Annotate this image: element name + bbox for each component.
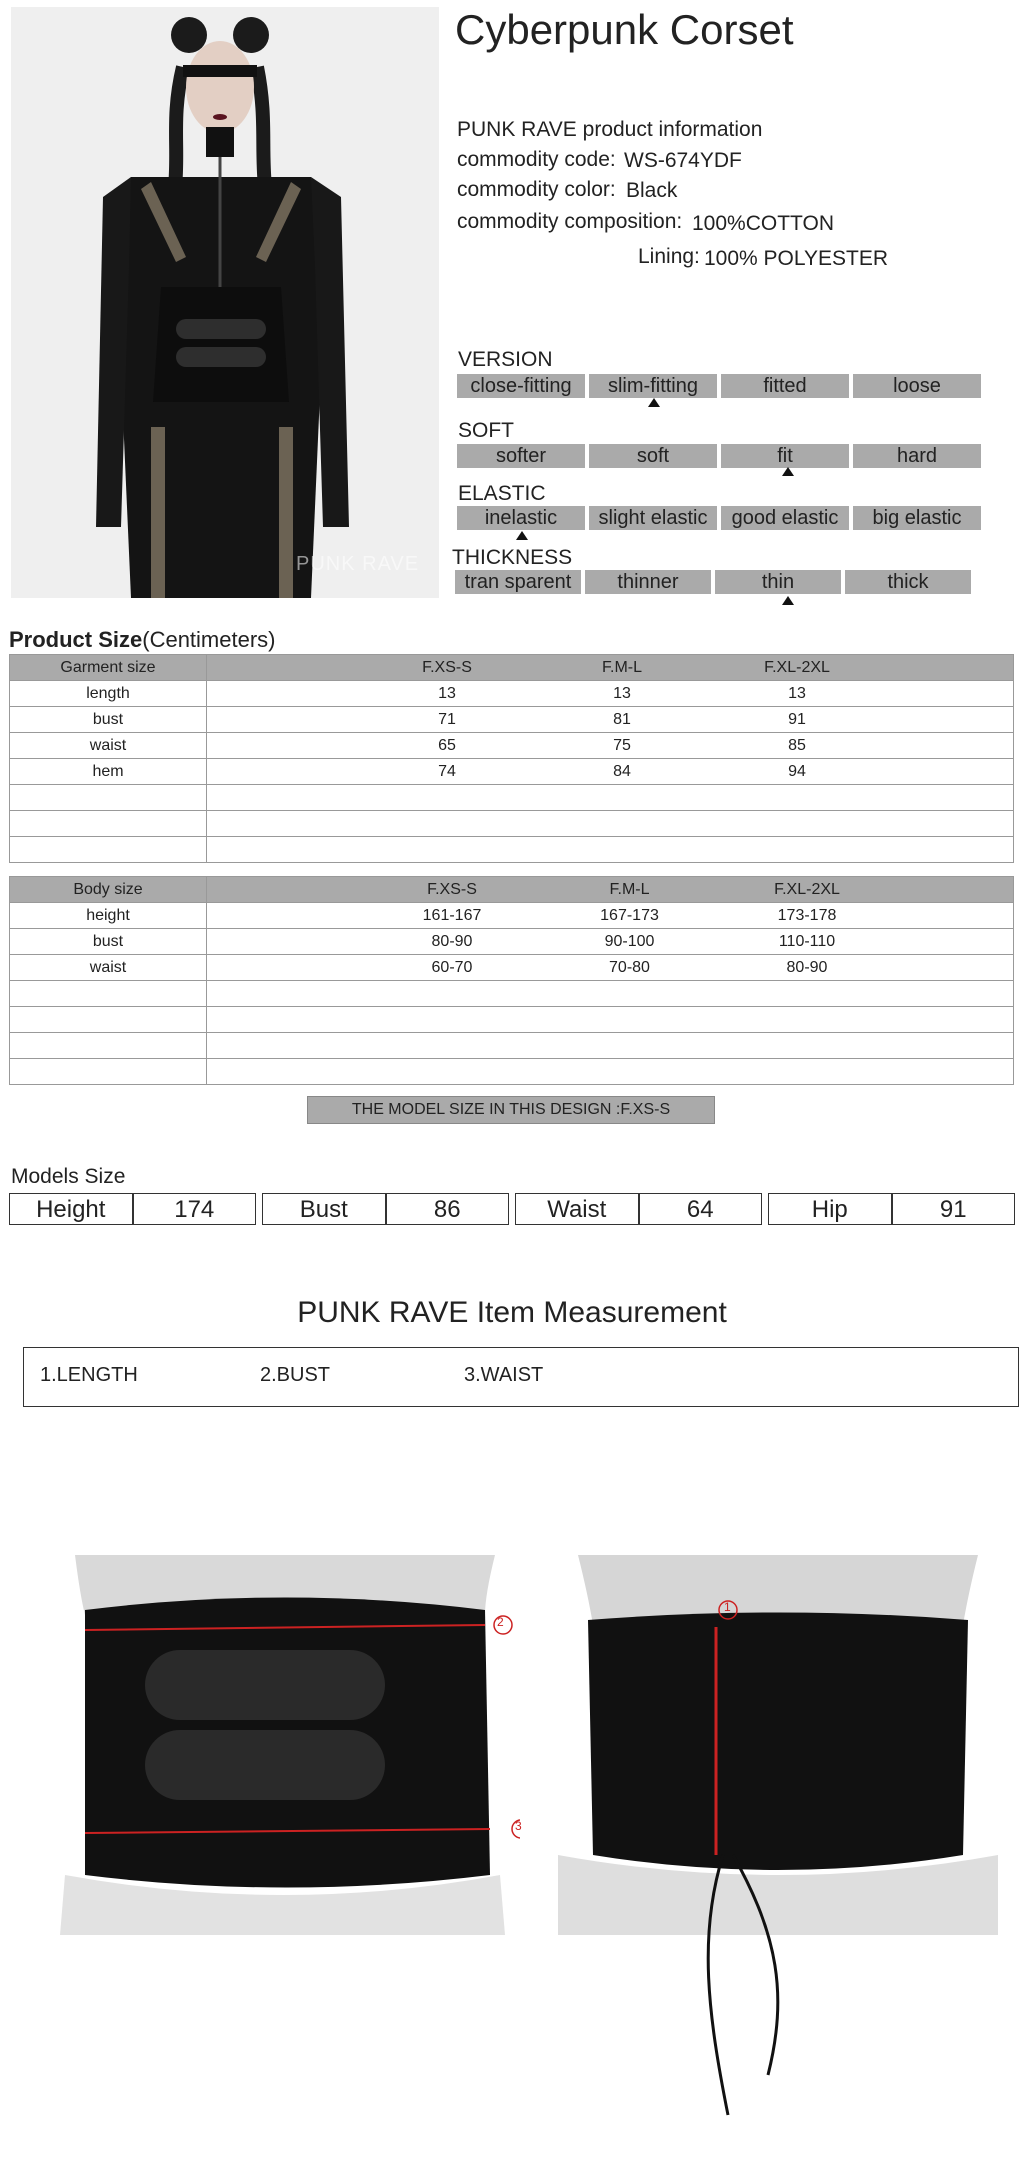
row-label: height (10, 903, 207, 929)
cell-value: 173-178 (777, 906, 837, 924)
row-values (207, 955, 1014, 981)
cell-value: 75 (613, 736, 631, 754)
height-label: Height (9, 1193, 133, 1225)
scale-thickness (455, 570, 975, 594)
corset-front-illustration (45, 1555, 520, 1935)
size-col: F.XL-2XL (764, 658, 830, 676)
row-values (207, 681, 1014, 707)
cell-value: 70-80 (609, 958, 650, 976)
table-row-empty (10, 811, 1014, 837)
size-col: F.XS-S (427, 880, 477, 898)
table-row (10, 707, 1014, 733)
model-size-note: THE MODEL SIZE IN THIS DESIGN :F.XS-S (307, 1096, 715, 1124)
models-size-title: Models Size (11, 1165, 126, 1188)
cell-value: 161-167 (422, 906, 482, 924)
callout-label: 3 (515, 1819, 522, 1833)
watermark: PUNK RAVE (296, 553, 420, 575)
cell-value: 167-173 (600, 906, 659, 924)
garment-size-table (9, 654, 1014, 863)
cell-value: 94 (788, 762, 806, 780)
cell-value: 13 (438, 684, 456, 702)
scale-option: slim-fitting (589, 374, 717, 398)
callout-label: 2 (497, 1615, 504, 1629)
cell-value: 74 (438, 762, 456, 780)
cell-value: 80-90 (431, 932, 473, 950)
scale-option: soft (589, 444, 717, 468)
scale-option: fitted (721, 374, 849, 398)
row-label: waist (10, 733, 207, 759)
product-photo-back (558, 1555, 998, 2135)
measurement-title: PUNK RAVE Item Measurement (297, 1296, 727, 1329)
table-header-sizes (207, 655, 1014, 681)
row-label: bust (10, 929, 207, 955)
cell-value: 91 (788, 710, 806, 728)
table-header-label: Garment size (10, 655, 207, 681)
row-values (207, 733, 1014, 759)
table-row (10, 955, 1014, 981)
waist-value: 64 (639, 1193, 763, 1225)
table-row (10, 929, 1014, 955)
cell-value: 110-110 (778, 932, 836, 950)
row-values (207, 759, 1014, 785)
product-photo-front (45, 1555, 520, 1935)
measurement-item: 3.WAIST (464, 1364, 544, 1386)
size-col: F.M-L (602, 658, 642, 676)
composition-value: 100%COTTON (692, 212, 834, 235)
scale-soft-label: SOFT (458, 419, 514, 442)
hip-label: Hip (768, 1193, 892, 1225)
scale-option: close-fitting (457, 374, 585, 398)
size-col: F.XL-2XL (774, 880, 840, 898)
waist-label: Waist (515, 1193, 639, 1225)
scale-option: hard (853, 444, 981, 468)
cell-value: 81 (613, 710, 631, 728)
selected-marker-icon (516, 531, 528, 540)
color-label: commodity color: (457, 178, 616, 201)
scale-elastic (457, 506, 985, 530)
product-title: Cyberpunk Corset (455, 6, 794, 53)
cell-value: 84 (613, 762, 631, 780)
cell-value: 13 (788, 684, 806, 702)
table-row-empty (10, 1007, 1014, 1033)
scale-thickness-label: THICKNESS (452, 546, 573, 569)
table-header-row (10, 655, 1014, 681)
scale-option: thick (845, 570, 971, 594)
scale-option: thinner (585, 570, 711, 594)
table-row (10, 903, 1014, 929)
lining-label: Lining: (638, 245, 700, 268)
table-header-label: Body size (10, 877, 207, 903)
measurement-item: 1.LENGTH (40, 1364, 138, 1386)
model-illustration (11, 7, 439, 598)
cell-value: 80-90 (786, 958, 828, 976)
bust-label: Bust (262, 1193, 386, 1225)
row-label: waist (10, 955, 207, 981)
measurement-legend (23, 1347, 1019, 1407)
callout-label: 1 (724, 1600, 731, 1614)
product-size-unit: (Centimeters) (142, 627, 276, 652)
table-row-empty (10, 981, 1014, 1007)
scale-version (457, 374, 985, 398)
table-row (10, 759, 1014, 785)
cell-value: 71 (438, 710, 456, 728)
composition-label: commodity composition: (457, 210, 683, 233)
corset-back-illustration (558, 1555, 998, 2135)
table-row-empty (10, 785, 1014, 811)
scale-soft (457, 444, 985, 468)
selected-marker-icon (782, 467, 794, 476)
table-row-empty (10, 1059, 1014, 1085)
row-values (207, 903, 1014, 929)
scale-option: softer (457, 444, 585, 468)
bust-value: 86 (386, 1193, 510, 1225)
height-value: 174 (133, 1193, 257, 1225)
table-row (10, 733, 1014, 759)
scale-option: good elastic (721, 506, 849, 530)
scale-option: tran sparent (455, 570, 581, 594)
table-row (10, 681, 1014, 707)
code-label: commodity code: (457, 148, 616, 171)
models-size-row (9, 1193, 1015, 1225)
brand-line: PUNK RAVE product information (457, 118, 763, 141)
table-header-row (10, 877, 1014, 903)
table-row-empty (10, 837, 1014, 863)
scale-option: slight elastic (589, 506, 717, 530)
body-size-table (9, 876, 1014, 1085)
row-label: length (10, 681, 207, 707)
table-header-sizes (207, 877, 1014, 903)
product-photo-model (11, 7, 439, 598)
product-size-heading: Product Size (9, 627, 143, 652)
row-label: hem (10, 759, 207, 785)
size-col: F.XS-S (422, 658, 472, 676)
hip-value: 91 (892, 1193, 1016, 1225)
scale-option: big elastic (853, 506, 981, 530)
cell-value: 85 (788, 736, 806, 754)
color-value: Black (626, 179, 678, 202)
measurement-item: 2.BUST (260, 1364, 331, 1386)
row-label: bust (10, 707, 207, 733)
scale-option: fit (721, 444, 849, 468)
selected-marker-icon (648, 398, 660, 407)
scale-option: thin (715, 570, 841, 594)
table-row-empty (10, 1033, 1014, 1059)
cell-value: 13 (613, 684, 631, 702)
row-values (207, 929, 1014, 955)
code-value: WS-674YDF (624, 149, 742, 172)
cell-value: 65 (438, 736, 456, 754)
row-values (207, 707, 1014, 733)
cell-value: 90-100 (604, 932, 655, 950)
size-col: F.M-L (609, 880, 650, 898)
scale-option: loose (853, 374, 981, 398)
scale-option: inelastic (457, 506, 585, 530)
lining-value: 100% POLYESTER (704, 247, 889, 270)
product-size-title (9, 627, 276, 653)
scale-version-label: VERSION (458, 348, 553, 371)
selected-marker-icon (782, 596, 794, 605)
cell-value: 60-70 (431, 958, 473, 976)
scale-elastic-label: ELASTIC (458, 482, 546, 505)
